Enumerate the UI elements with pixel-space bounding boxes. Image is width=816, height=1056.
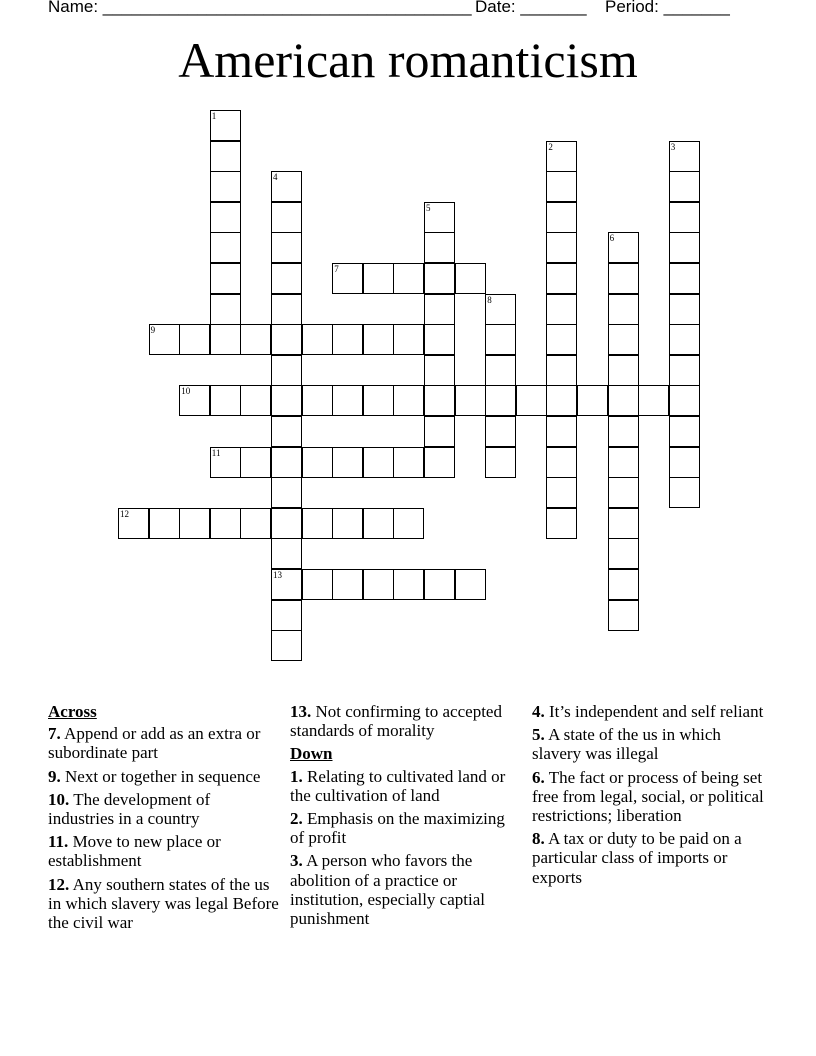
cell-number: 5 [426, 202, 431, 213]
clue-number: 6. [532, 767, 545, 787]
crossword-cell[interactable] [332, 385, 363, 416]
crossword-cell[interactable] [608, 477, 639, 508]
crossword-cell[interactable] [546, 385, 577, 416]
clue-down-4 [532, 702, 764, 721]
crossword-cell[interactable] [424, 416, 455, 447]
crossword-cell[interactable] [546, 324, 577, 355]
crossword-cell[interactable] [393, 385, 424, 416]
crossword-cell[interactable] [669, 294, 700, 325]
clue-number: 10. [48, 789, 70, 809]
crossword-cell[interactable] [546, 355, 577, 386]
clue-number: 11. [48, 832, 69, 852]
crossword-cell[interactable] [393, 508, 424, 539]
crossword-cell[interactable] [363, 324, 394, 355]
crossword-cell[interactable] [271, 385, 302, 416]
crossword-cell[interactable] [608, 263, 639, 294]
crossword-cell[interactable] [669, 171, 700, 202]
clue-number: 8. [532, 829, 545, 849]
crossword-cell[interactable] [669, 416, 700, 447]
clue-across-10 [48, 790, 280, 828]
clue-text: The fact or process of being set free from legal, social, or political restrictions; liberation [532, 767, 764, 826]
crossword-cell[interactable] [332, 508, 363, 539]
crossword-cell[interactable] [424, 294, 455, 325]
crossword-cell[interactable] [608, 324, 639, 355]
crossword-cell[interactable] [179, 385, 210, 416]
crossword-cell[interactable] [210, 508, 241, 539]
crossword-cell[interactable] [424, 324, 455, 355]
crossword-cell[interactable] [669, 263, 700, 294]
crossword-cell[interactable] [271, 324, 302, 355]
crossword-cell[interactable] [669, 355, 700, 386]
cell-number: 9 [150, 325, 156, 336]
crossword-cell[interactable] [546, 232, 577, 263]
crossword-cell[interactable] [546, 294, 577, 325]
clue-text: A person who favors the abolition of a practice or institution, especially captial punishment [290, 851, 485, 929]
crossword-cell[interactable] [485, 416, 516, 447]
crossword-cell[interactable] [393, 324, 424, 355]
across-heading: Across [48, 702, 97, 721]
crossword-cell[interactable] [271, 600, 302, 631]
crossword-cell[interactable] [393, 447, 424, 478]
clues-column-3 [532, 702, 764, 891]
cell-number: 10 [181, 386, 191, 397]
crossword-cell[interactable] [393, 263, 424, 294]
crossword-cell[interactable] [669, 477, 700, 508]
cell-number: 3 [670, 141, 676, 152]
crossword-cell[interactable] [210, 110, 241, 141]
crossword-cell[interactable] [271, 569, 302, 600]
crossword-cell[interactable] [546, 477, 577, 508]
clue-number: 9. [48, 766, 61, 786]
crossword-cell[interactable] [424, 202, 455, 233]
clue-text: Not confirming to accepted standards of morality [290, 702, 502, 741]
crossword-cell[interactable] [455, 569, 486, 600]
clue-number: 4. [532, 702, 545, 721]
crossword-cell[interactable] [608, 600, 639, 631]
cell-number: 1 [211, 111, 217, 121]
name-field-label: Name: _______________________________________ [48, 0, 472, 16]
clues-column-1 [48, 702, 280, 936]
crossword-cell[interactable] [363, 508, 394, 539]
crossword-cell[interactable] [149, 508, 180, 539]
cell-number: 12 [120, 508, 129, 519]
crossword-cell[interactable] [485, 324, 516, 355]
crossword-cell[interactable] [210, 232, 241, 263]
crossword-cell[interactable] [302, 508, 333, 539]
crossword-cell[interactable] [546, 141, 577, 172]
crossword-cell[interactable] [638, 385, 669, 416]
crossword-cell[interactable] [271, 538, 302, 569]
clue-number: 5. [532, 725, 545, 745]
clue-across-7 [48, 724, 280, 762]
crossword-cell[interactable] [271, 355, 302, 386]
crossword-cell[interactable] [485, 385, 516, 416]
crossword-cell[interactable] [118, 508, 149, 539]
clue-down-2 [290, 809, 522, 847]
crossword-cell[interactable] [332, 569, 363, 600]
crossword-cell[interactable] [210, 447, 241, 478]
crossword-cell[interactable] [608, 232, 639, 263]
clue-number: 2. [290, 809, 303, 829]
clue-down-3 [290, 851, 522, 928]
crossword-cell[interactable] [608, 416, 639, 447]
crossword-cell[interactable] [393, 569, 424, 600]
crossword-cell[interactable] [210, 385, 241, 416]
crossword-cell[interactable] [546, 263, 577, 294]
crossword-cell[interactable] [424, 263, 455, 294]
crossword-cell[interactable] [210, 171, 241, 202]
crossword-cell[interactable] [302, 324, 333, 355]
clue-across-13 [290, 702, 522, 740]
crossword-cell[interactable] [424, 355, 455, 386]
clue-down-1 [290, 767, 522, 805]
crossword-cell[interactable] [669, 141, 700, 172]
clue-down-8 [532, 829, 764, 887]
crossword-cell[interactable] [271, 477, 302, 508]
clue-text: A state of the us in which slavery was illegal [532, 725, 721, 764]
crossword-cell[interactable] [424, 385, 455, 416]
cell-number: 2 [548, 141, 553, 152]
cell-number: 7 [334, 264, 339, 274]
crossword-cell[interactable] [210, 294, 241, 325]
clues-column-2 [290, 702, 522, 932]
clue-text: Next or together in sequence [65, 766, 261, 786]
crossword-cell[interactable] [363, 385, 394, 416]
crossword-cell[interactable] [210, 263, 241, 294]
crossword-cell[interactable] [149, 324, 180, 355]
crossword-cell[interactable] [669, 232, 700, 263]
crossword-cell[interactable] [271, 630, 302, 661]
crossword-cell[interactable] [608, 385, 639, 416]
crossword-cell[interactable] [577, 385, 608, 416]
crossword-cell[interactable] [210, 202, 241, 233]
crossword-cell[interactable] [608, 355, 639, 386]
clue-across-12 [48, 875, 280, 933]
crossword-cell[interactable] [424, 232, 455, 263]
crossword-cell[interactable] [608, 508, 639, 539]
clue-across-11 [48, 832, 280, 870]
clue-text: Append or add as an extra or subordinate part [48, 724, 261, 763]
crossword-cell[interactable] [271, 263, 302, 294]
crossword-cell[interactable] [271, 447, 302, 478]
crossword-cell[interactable] [363, 569, 394, 600]
crossword-cell[interactable] [516, 385, 547, 416]
date-field-label: Date: _______ [475, 0, 587, 16]
crossword-cell[interactable] [271, 508, 302, 539]
crossword-cell[interactable] [210, 324, 241, 355]
crossword-cell[interactable] [546, 447, 577, 478]
crossword-cell[interactable] [546, 202, 577, 233]
clue-text: It’s independent and self reliant [549, 702, 764, 721]
clue-down-6 [532, 768, 764, 826]
crossword-cell[interactable] [455, 263, 486, 294]
crossword-cell[interactable] [302, 569, 333, 600]
clue-text: Move to new place or establishment [48, 832, 221, 871]
clue-text: Any southern states of the us in which slavery was legal Before the civil war [48, 874, 279, 933]
crossword-cell[interactable] [363, 263, 394, 294]
clue-number: 3. [290, 851, 303, 871]
crossword-cell[interactable] [669, 324, 700, 355]
crossword-cell[interactable] [424, 569, 455, 600]
crossword-cell[interactable] [332, 263, 363, 294]
crossword-cell[interactable] [271, 171, 302, 202]
crossword-cell[interactable] [271, 294, 302, 325]
crossword-cell[interactable] [546, 416, 577, 447]
crossword-cell[interactable] [669, 385, 700, 416]
crossword-cell[interactable] [669, 202, 700, 233]
crossword-cell[interactable] [669, 447, 700, 478]
crossword-cell[interactable] [179, 324, 210, 355]
crossword-cell[interactable] [608, 447, 639, 478]
crossword-cell[interactable] [271, 202, 302, 233]
clue-number: 7. [48, 724, 61, 744]
cell-number: 13 [273, 570, 282, 580]
crossword-cell[interactable] [332, 324, 363, 355]
down-heading: Down [290, 744, 333, 764]
clue-number: 12. [48, 874, 70, 894]
cell-number: 6 [609, 233, 615, 244]
crossword-cell[interactable] [240, 508, 271, 539]
crossword-cell[interactable] [240, 385, 271, 416]
cell-number: 8 [487, 294, 492, 305]
crossword-cell[interactable] [332, 447, 363, 478]
clue-text: The development of industries in a country [48, 789, 211, 829]
crossword-cell[interactable] [485, 447, 516, 478]
crossword-cell[interactable] [546, 171, 577, 202]
crossword-cell[interactable] [608, 538, 639, 569]
clue-text: A tax or duty to be paid on a particular class of imports or exports [532, 829, 742, 887]
crossword-cell[interactable] [302, 447, 333, 478]
crossword-cell[interactable] [271, 232, 302, 263]
crossword-cell[interactable] [608, 569, 639, 600]
clue-down-5 [532, 725, 764, 763]
crossword-cell[interactable] [302, 385, 333, 416]
cell-number: 4 [273, 172, 278, 183]
crossword-cell[interactable] [485, 294, 516, 325]
clue-text: Emphasis on the maximizing of profit [290, 809, 505, 848]
crossword-cell[interactable] [424, 447, 455, 478]
crossword-cell[interactable] [271, 416, 302, 447]
crossword-cell[interactable] [240, 447, 271, 478]
period-field-label: Period: _______ [605, 0, 730, 16]
page-title: American romanticism [178, 32, 638, 88]
crossword-cell[interactable] [179, 508, 210, 539]
crossword-cell[interactable] [485, 355, 516, 386]
crossword-cell[interactable] [363, 447, 394, 478]
crossword-cell[interactable] [210, 141, 241, 172]
crossword-cell[interactable] [546, 508, 577, 539]
clue-across-9 [48, 767, 280, 786]
cell-number: 11 [211, 447, 221, 458]
crossword-cell[interactable] [455, 385, 486, 416]
crossword-cell[interactable] [240, 324, 271, 355]
clue-number: 1. [290, 766, 303, 786]
crossword-cell[interactable] [608, 294, 639, 325]
clue-text: Relating to cultivated land or the cultivation of land [290, 766, 506, 805]
clue-number: 13. [290, 702, 312, 721]
